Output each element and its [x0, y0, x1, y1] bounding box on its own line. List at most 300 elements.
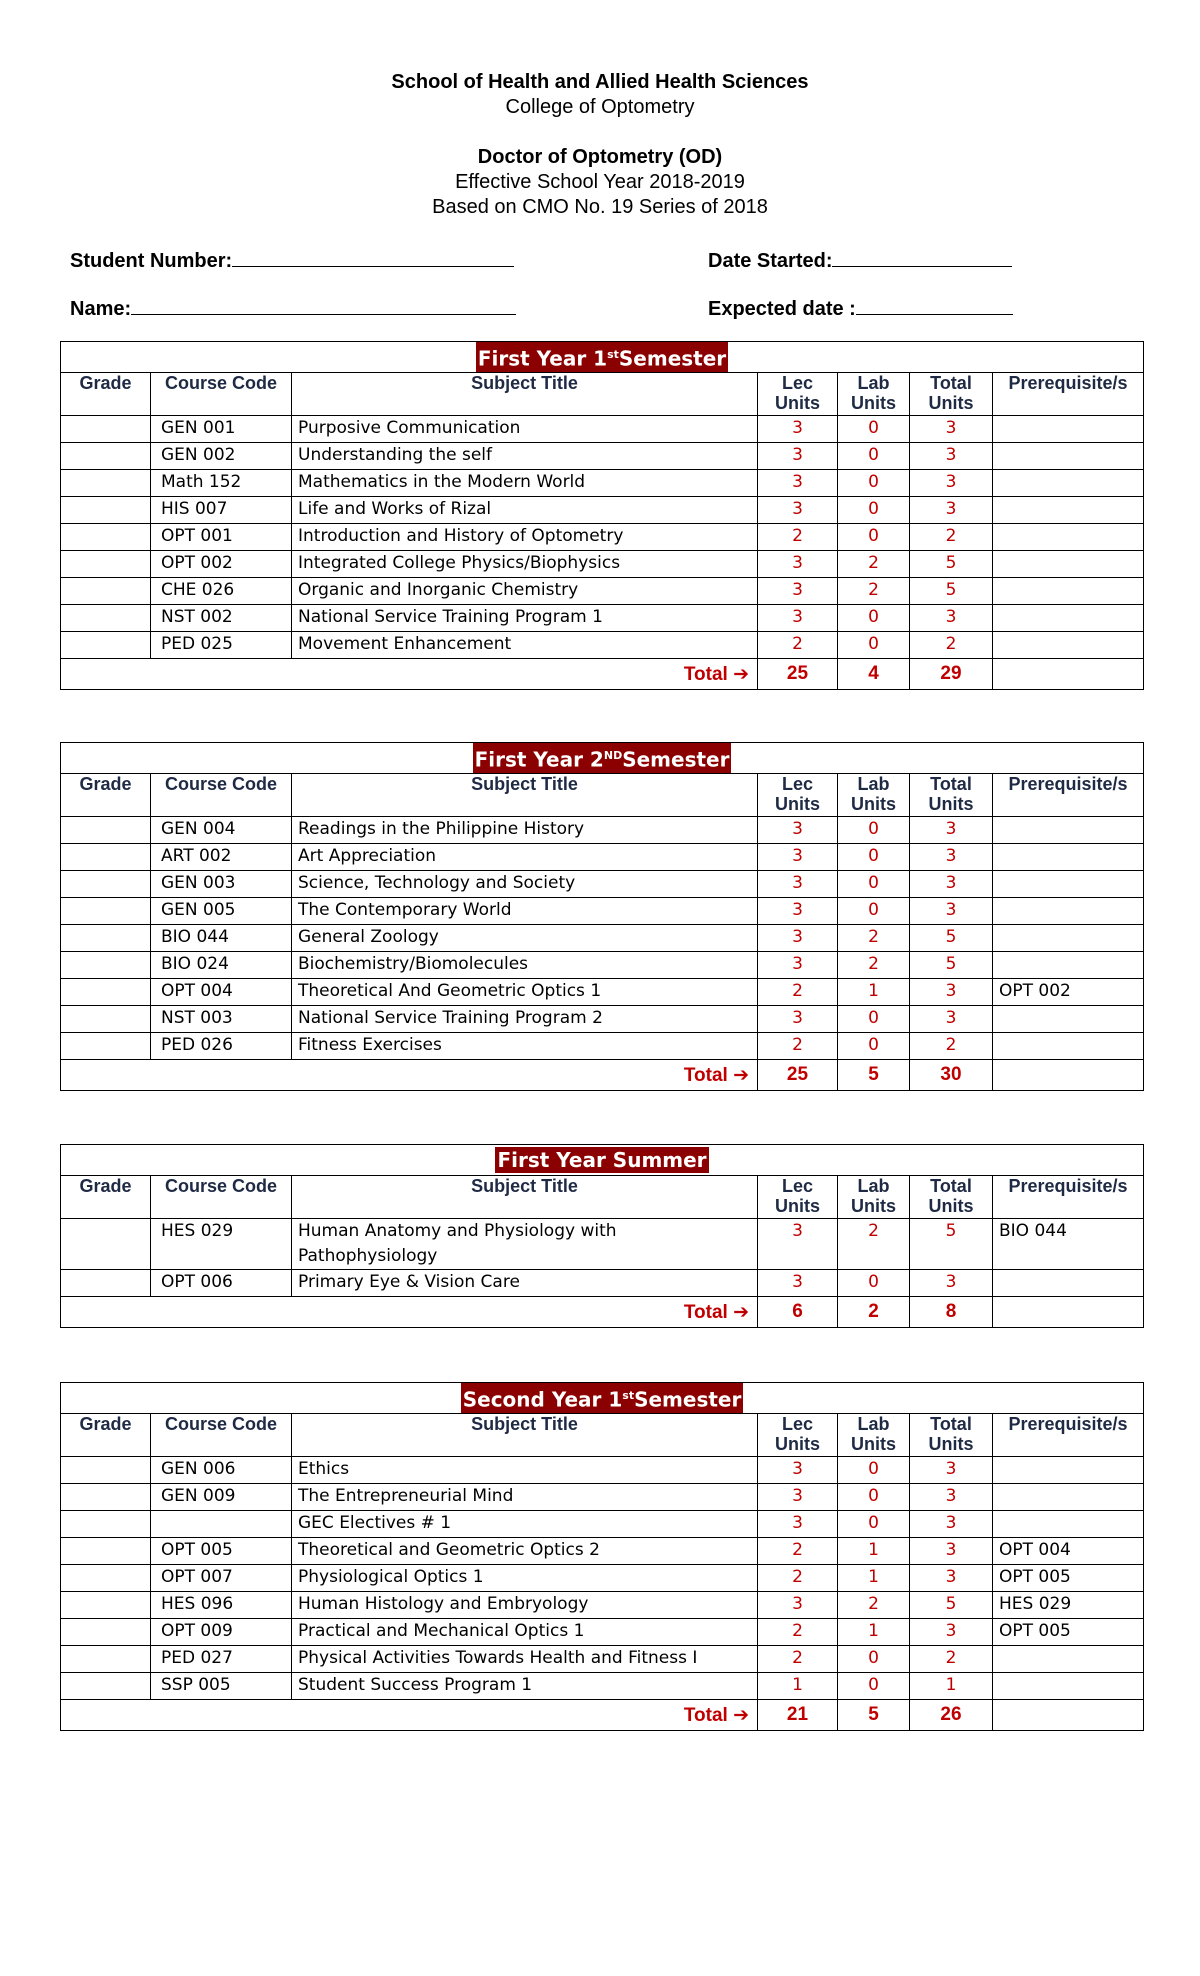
prerequisite	[993, 1673, 1144, 1700]
course-code: GEN 009	[151, 1484, 292, 1511]
lec-units-header: Lec Units	[758, 1414, 838, 1457]
prerequisite	[993, 416, 1144, 443]
lec-units: 2	[758, 524, 838, 551]
course-code: PED 026	[151, 1033, 292, 1060]
lec-units: 3	[758, 1457, 838, 1484]
name-field[interactable]	[70, 294, 516, 321]
lec-units: 3	[758, 952, 838, 979]
lab-units: 2	[838, 925, 910, 952]
total-units: 3	[910, 1565, 993, 1592]
table-row	[61, 578, 1144, 605]
lab-units: 2	[838, 1592, 910, 1619]
course-code: OPT 004	[151, 979, 292, 1006]
course-code: OPT 002	[151, 551, 292, 578]
prerequisite	[993, 470, 1144, 497]
lab-units: 2	[838, 1219, 910, 1270]
total-lec: 25	[758, 659, 838, 690]
total-units: 5	[910, 925, 993, 952]
table-row	[61, 1673, 1144, 1700]
prerequisite	[993, 632, 1144, 659]
table-row	[61, 898, 1144, 925]
course-code: OPT 007	[151, 1565, 292, 1592]
table-row	[61, 1619, 1144, 1646]
lab-units: 0	[838, 1484, 910, 1511]
lec-units: 2	[758, 1646, 838, 1673]
course-code: CHE 026	[151, 578, 292, 605]
table-row	[61, 470, 1144, 497]
total-units: 3	[910, 1006, 993, 1033]
grade-cell[interactable]	[61, 1538, 151, 1565]
total-lab: 5	[838, 1700, 910, 1731]
subject-title: Mathematics in the Modern World	[292, 470, 758, 497]
grade-cell[interactable]	[61, 1457, 151, 1484]
grade-cell[interactable]	[61, 1511, 151, 1538]
lec-units: 3	[758, 1484, 838, 1511]
total-units: 1	[910, 1673, 993, 1700]
total-units: 3	[910, 416, 993, 443]
subject-title: National Service Training Program 2	[292, 1006, 758, 1033]
total-units: 3	[910, 470, 993, 497]
semester-title: First Year Summer	[497, 1148, 707, 1172]
grade-cell[interactable]	[61, 1565, 151, 1592]
semester-table	[60, 341, 1144, 690]
lec-units: 3	[758, 551, 838, 578]
table-row	[61, 632, 1144, 659]
grade-cell[interactable]	[61, 979, 151, 1006]
arrow-right-icon: ➔	[733, 1300, 749, 1323]
total-label: Total	[683, 1704, 728, 1726]
lab-units-header: Lab Units	[838, 774, 910, 817]
grade-cell[interactable]	[61, 898, 151, 925]
grade-cell[interactable]	[61, 844, 151, 871]
semester-table	[60, 742, 1144, 1091]
grade-cell[interactable]	[61, 470, 151, 497]
course-code-header: Course Code	[151, 373, 292, 416]
subject-title: Physiological Optics 1	[292, 1565, 758, 1592]
total-units: 2	[910, 1033, 993, 1060]
course-code: OPT 006	[151, 1270, 292, 1297]
table-row	[61, 979, 1144, 1006]
prerequisite	[993, 1646, 1144, 1673]
table-row	[61, 1511, 1144, 1538]
total-lab: 4	[838, 659, 910, 690]
table-row	[61, 443, 1144, 470]
course-code: ART 002	[151, 844, 292, 871]
grade-cell[interactable]	[61, 871, 151, 898]
total-label: Total	[683, 1301, 728, 1323]
subject-title: Organic and Inorganic Chemistry	[292, 578, 758, 605]
arrow-right-icon: ➔	[733, 1703, 749, 1726]
subject-title: Practical and Mechanical Optics 1	[292, 1619, 758, 1646]
table-row	[61, 605, 1144, 632]
table-row	[61, 524, 1144, 551]
lab-units: 0	[838, 1646, 910, 1673]
grade-cell[interactable]	[61, 1033, 151, 1060]
course-code: HIS 007	[151, 497, 292, 524]
total-units: 3	[910, 817, 993, 844]
lab-units: 1	[838, 1538, 910, 1565]
lab-units-header: Lab Units	[838, 373, 910, 416]
prerequisite	[993, 1270, 1144, 1297]
semester-table	[60, 1144, 1144, 1328]
student-number-label: Student Number:	[70, 250, 233, 272]
total-row	[61, 1297, 1144, 1328]
course-code: GEN 001	[151, 416, 292, 443]
total-units-sum: 30	[910, 1060, 993, 1091]
total-units: 3	[910, 871, 993, 898]
table-row	[61, 844, 1144, 871]
grade-cell[interactable]	[61, 1270, 151, 1297]
lab-units: 0	[838, 524, 910, 551]
prerequisite	[993, 605, 1144, 632]
grade-cell[interactable]	[61, 497, 151, 524]
total-units: 3	[910, 898, 993, 925]
program-name: Doctor of Optometry (OD)	[477, 146, 723, 168]
lec-units-header: Lec Units	[758, 1176, 838, 1219]
lec-units: 3	[758, 416, 838, 443]
prerequisite-header: Prerequisite/s	[993, 1414, 1144, 1457]
course-code: PED 027	[151, 1646, 292, 1673]
school-name: School of Health and Allied Health Sciences	[391, 71, 809, 93]
lec-units: 2	[758, 1538, 838, 1565]
lec-units: 3	[758, 605, 838, 632]
prerequisite	[993, 1511, 1144, 1538]
total-row	[61, 1060, 1144, 1091]
prerequisite: HES 029	[993, 1592, 1144, 1619]
course-code: NST 003	[151, 1006, 292, 1033]
course-code: Math 152	[151, 470, 292, 497]
lec-units: 3	[758, 1006, 838, 1033]
lab-units: 0	[838, 817, 910, 844]
total-units: 3	[910, 497, 993, 524]
subject-title: Integrated College Physics/Biophysics	[292, 551, 758, 578]
course-code-header: Course Code	[151, 774, 292, 817]
lab-units: 2	[838, 578, 910, 605]
subject-title: Biochemistry/Biomolecules	[292, 952, 758, 979]
subject-title: General Zoology	[292, 925, 758, 952]
total-lab: 5	[838, 1060, 910, 1091]
total-units-header: Total Units	[910, 774, 993, 817]
course-code-header: Course Code	[151, 1176, 292, 1219]
subject-title-header: Subject Title	[292, 1176, 758, 1219]
prerequisite	[993, 898, 1144, 925]
lab-units: 0	[838, 605, 910, 632]
total-units: 3	[910, 844, 993, 871]
subject-title: Human Histology and Embryology	[292, 1592, 758, 1619]
lec-units: 3	[758, 898, 838, 925]
total-units-sum: 8	[910, 1297, 993, 1328]
course-code: SSP 005	[151, 1673, 292, 1700]
name-label: Name:	[70, 298, 132, 320]
lec-units: 3	[758, 817, 838, 844]
lec-units: 3	[758, 497, 838, 524]
prerequisite	[993, 578, 1144, 605]
lab-units: 0	[838, 1033, 910, 1060]
grade-cell[interactable]	[61, 605, 151, 632]
course-code: GEN 002	[151, 443, 292, 470]
lec-units: 3	[758, 578, 838, 605]
grade-cell[interactable]	[61, 443, 151, 470]
total-units: 5	[910, 551, 993, 578]
grade-cell[interactable]	[61, 1592, 151, 1619]
course-code: GEN 004	[151, 817, 292, 844]
course-code	[151, 1511, 292, 1538]
table-row	[61, 1006, 1144, 1033]
total-units: 3	[910, 979, 993, 1006]
lec-units-header: Lec Units	[758, 774, 838, 817]
subject-title: The Entrepreneurial Mind	[292, 1484, 758, 1511]
total-units-header: Total Units	[910, 1414, 993, 1457]
lec-units: 3	[758, 925, 838, 952]
grade-cell[interactable]	[61, 1219, 151, 1270]
total-units-header: Total Units	[910, 373, 993, 416]
lab-units: 0	[838, 443, 910, 470]
semester-title: Second Year 1stSemester	[461, 1383, 744, 1413]
prerequisite	[993, 1033, 1144, 1060]
grade-header: Grade	[61, 373, 151, 416]
table-row	[61, 925, 1144, 952]
total-units: 2	[910, 632, 993, 659]
lec-units: 3	[758, 1219, 838, 1270]
course-code-header: Course Code	[151, 1414, 292, 1457]
course-code: NST 002	[151, 605, 292, 632]
cmo-basis: Based on CMO No. 19 Series of 2018	[432, 196, 768, 218]
expected-date-field[interactable]	[708, 294, 1013, 321]
arrow-right-icon: ➔	[733, 662, 749, 685]
lec-units: 2	[758, 632, 838, 659]
course-code: OPT 001	[151, 524, 292, 551]
lab-units: 0	[838, 898, 910, 925]
course-code: HES 029	[151, 1219, 292, 1270]
subject-title: Art Appreciation	[292, 844, 758, 871]
subject-title: Theoretical And Geometric Optics 1	[292, 979, 758, 1006]
lab-units-header: Lab Units	[838, 1176, 910, 1219]
student-number-field[interactable]	[70, 246, 514, 273]
subject-title: Ethics	[292, 1457, 758, 1484]
subject-title: Student Success Program 1	[292, 1673, 758, 1700]
total-units: 3	[910, 605, 993, 632]
total-units: 5	[910, 578, 993, 605]
semester-table	[60, 1382, 1144, 1731]
arrow-right-icon: ➔	[733, 1063, 749, 1086]
lab-units: 0	[838, 871, 910, 898]
total-lec: 25	[758, 1060, 838, 1091]
total-label: Total	[683, 663, 728, 685]
prerequisite-header: Prerequisite/s	[993, 1176, 1144, 1219]
total-units: 5	[910, 1592, 993, 1619]
course-code: GEN 003	[151, 871, 292, 898]
course-code: HES 096	[151, 1592, 292, 1619]
lab-units: 2	[838, 551, 910, 578]
total-units: 5	[910, 952, 993, 979]
subject-title: Life and Works of Rizal	[292, 497, 758, 524]
prerequisite	[993, 497, 1144, 524]
subject-title: Theoretical and Geometric Optics 2	[292, 1538, 758, 1565]
total-units: 3	[910, 1619, 993, 1646]
lab-units: 0	[838, 1511, 910, 1538]
grade-cell[interactable]	[61, 1619, 151, 1646]
total-units: 3	[910, 1270, 993, 1297]
lab-units: 1	[838, 1565, 910, 1592]
lec-units: 3	[758, 443, 838, 470]
total-row	[61, 659, 1144, 690]
lec-units: 2	[758, 1619, 838, 1646]
table-row	[61, 817, 1144, 844]
table-row	[61, 551, 1144, 578]
prerequisite	[993, 925, 1144, 952]
grade-cell[interactable]	[61, 925, 151, 952]
subject-title-header: Subject Title	[292, 373, 758, 416]
grade-cell[interactable]	[61, 524, 151, 551]
grade-cell[interactable]	[61, 952, 151, 979]
subject-title: Purposive Communication	[292, 416, 758, 443]
table-row	[61, 1219, 1144, 1270]
lab-units: 0	[838, 1270, 910, 1297]
grade-cell[interactable]	[61, 632, 151, 659]
date-started-field[interactable]	[708, 246, 1012, 273]
grade-cell[interactable]	[61, 416, 151, 443]
grade-cell[interactable]	[61, 1484, 151, 1511]
lab-units: 2	[838, 952, 910, 979]
lab-units: 0	[838, 1457, 910, 1484]
course-code: GEN 005	[151, 898, 292, 925]
subject-title: Understanding the self	[292, 443, 758, 470]
subject-title: GEC Electives # 1	[292, 1511, 758, 1538]
lec-units-header: Lec Units	[758, 373, 838, 416]
total-units: 3	[910, 1457, 993, 1484]
prerequisite: BIO 044	[993, 1219, 1144, 1270]
grade-cell[interactable]	[61, 551, 151, 578]
effective-year: Effective School Year 2018-2019	[455, 171, 745, 193]
table-row	[61, 1565, 1144, 1592]
prerequisite	[993, 443, 1144, 470]
total-units-header: Total Units	[910, 1176, 993, 1219]
subject-title: Physical Activities Towards Health and Fitness I	[292, 1646, 758, 1673]
prerequisite	[993, 551, 1144, 578]
grade-cell[interactable]	[61, 1673, 151, 1700]
expected-date-label: Expected date :	[708, 298, 856, 320]
prerequisite	[993, 1484, 1144, 1511]
lab-units: 0	[838, 470, 910, 497]
total-units-sum: 26	[910, 1700, 993, 1731]
table-row	[61, 952, 1144, 979]
course-code: BIO 044	[151, 925, 292, 952]
table-row	[61, 1592, 1144, 1619]
lec-units: 3	[758, 1592, 838, 1619]
subject-title: Human Anatomy and Physiology with Pathophysiology	[292, 1219, 758, 1270]
lab-units: 1	[838, 979, 910, 1006]
lec-units: 2	[758, 1033, 838, 1060]
subject-title: Fitness Exercises	[292, 1033, 758, 1060]
total-lab: 2	[838, 1297, 910, 1328]
lec-units: 3	[758, 1270, 838, 1297]
total-units: 2	[910, 1646, 993, 1673]
grade-cell[interactable]	[61, 1646, 151, 1673]
prerequisite: OPT 004	[993, 1538, 1144, 1565]
course-code: GEN 006	[151, 1457, 292, 1484]
grade-cell[interactable]	[61, 578, 151, 605]
semester-title: First Year 2NDSemester	[473, 743, 732, 773]
subject-title-header: Subject Title	[292, 774, 758, 817]
total-units-sum: 29	[910, 659, 993, 690]
course-code: OPT 005	[151, 1538, 292, 1565]
course-code: OPT 009	[151, 1619, 292, 1646]
lab-units: 0	[838, 1673, 910, 1700]
subject-title: Science, Technology and Society	[292, 871, 758, 898]
course-code: PED 025	[151, 632, 292, 659]
grade-cell[interactable]	[61, 817, 151, 844]
prerequisite	[993, 844, 1144, 871]
subject-title: The Contemporary World	[292, 898, 758, 925]
document-header	[0, 70, 1200, 220]
lec-units: 1	[758, 1673, 838, 1700]
table-row	[61, 871, 1144, 898]
semester-title: First Year 1stSemester	[476, 342, 728, 372]
lec-units: 3	[758, 1511, 838, 1538]
prerequisite	[993, 871, 1144, 898]
lab-units: 0	[838, 844, 910, 871]
lec-units: 2	[758, 979, 838, 1006]
lab-units-header: Lab Units	[838, 1414, 910, 1457]
lec-units: 3	[758, 871, 838, 898]
table-row	[61, 416, 1144, 443]
date-started-label: Date Started:	[708, 250, 833, 272]
grade-header: Grade	[61, 774, 151, 817]
total-units: 3	[910, 1538, 993, 1565]
total-row	[61, 1700, 1144, 1731]
lec-units: 2	[758, 1565, 838, 1592]
prerequisite	[993, 952, 1144, 979]
total-lec: 6	[758, 1297, 838, 1328]
prerequisite-header: Prerequisite/s	[993, 373, 1144, 416]
grade-header: Grade	[61, 1176, 151, 1219]
total-units: 3	[910, 443, 993, 470]
subject-title: Primary Eye & Vision Care	[292, 1270, 758, 1297]
lab-units: 0	[838, 416, 910, 443]
table-row	[61, 1270, 1144, 1297]
total-units: 3	[910, 1484, 993, 1511]
subject-title: National Service Training Program 1	[292, 605, 758, 632]
table-row	[61, 1646, 1144, 1673]
lec-units: 3	[758, 844, 838, 871]
grade-header: Grade	[61, 1414, 151, 1457]
prerequisite	[993, 524, 1144, 551]
total-label: Total	[683, 1064, 728, 1086]
lab-units: 0	[838, 497, 910, 524]
table-row	[61, 1457, 1144, 1484]
prerequisite: OPT 002	[993, 979, 1144, 1006]
subject-title: Readings in the Philippine History	[292, 817, 758, 844]
lec-units: 3	[758, 470, 838, 497]
prerequisite: OPT 005	[993, 1619, 1144, 1646]
prerequisite	[993, 1006, 1144, 1033]
subject-title: Introduction and History of Optometry	[292, 524, 758, 551]
table-row	[61, 497, 1144, 524]
prerequisite	[993, 817, 1144, 844]
table-row	[61, 1484, 1144, 1511]
course-code: BIO 024	[151, 952, 292, 979]
subject-title-header: Subject Title	[292, 1414, 758, 1457]
total-units: 5	[910, 1219, 993, 1270]
grade-cell[interactable]	[61, 1006, 151, 1033]
table-row	[61, 1538, 1144, 1565]
total-lec: 21	[758, 1700, 838, 1731]
prerequisite-header: Prerequisite/s	[993, 774, 1144, 817]
total-units: 2	[910, 524, 993, 551]
lab-units: 1	[838, 1619, 910, 1646]
prerequisite: OPT 005	[993, 1565, 1144, 1592]
college-name: College of Optometry	[505, 96, 695, 118]
